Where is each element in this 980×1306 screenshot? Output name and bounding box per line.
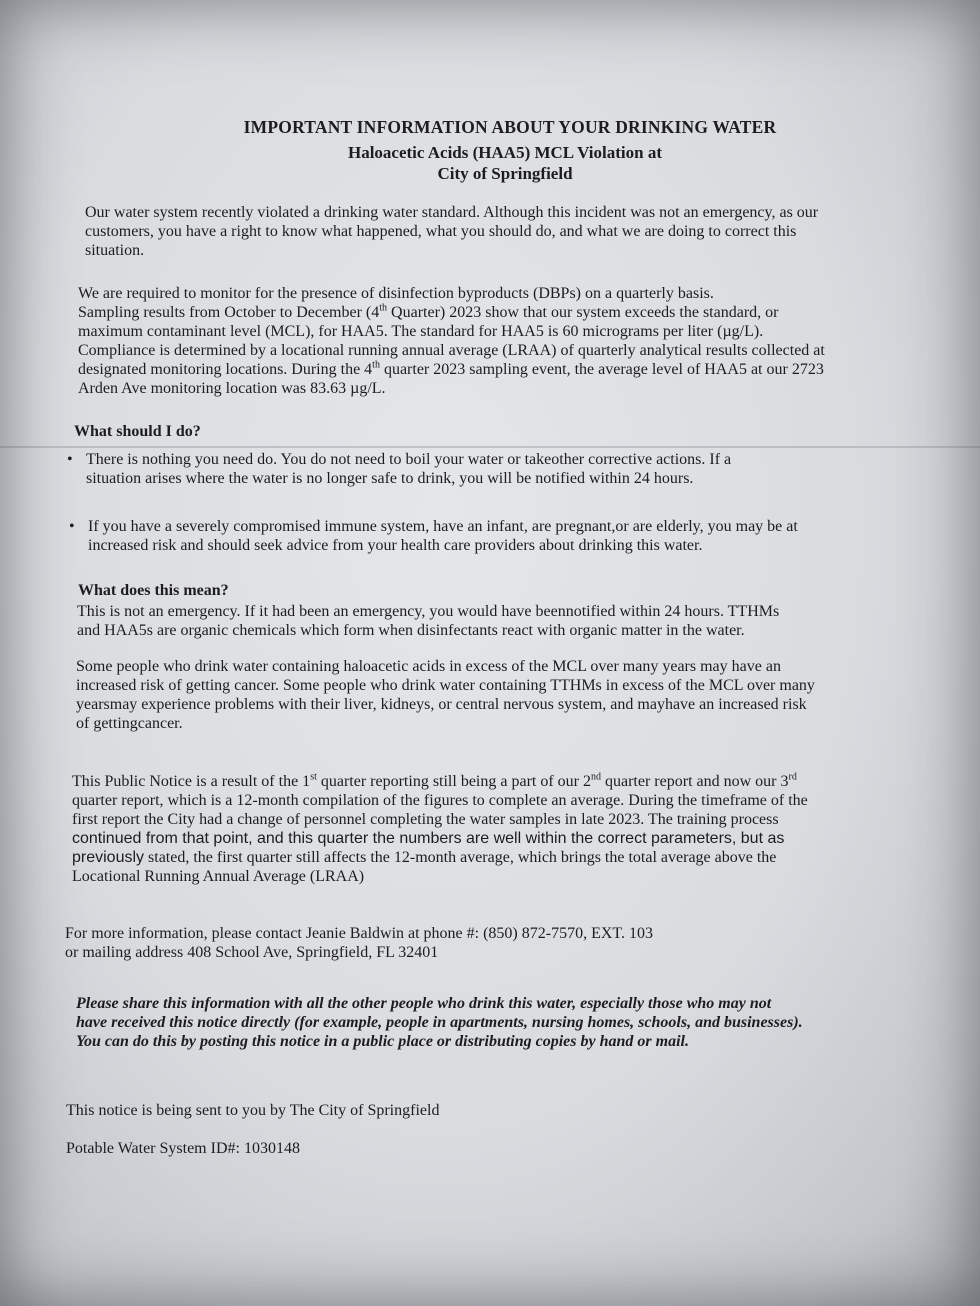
monitoring-paragraph	[78, 284, 926, 398]
bullet-icon: •	[67, 451, 73, 468]
meaning-line: and HAA5s are organic chemicals which form when disinfectants react with organic matter in the water.	[77, 622, 745, 639]
intro-paragraph	[85, 203, 915, 260]
share-line: Please share this information with all the other people who drink this water, especially those who may not	[76, 995, 772, 1012]
notice-line: previously stated, the first quarter still affects the 12-month average, which brings the total average above the	[72, 849, 777, 866]
bullet-line: situation arises where the water is no longer safe to drink, you will be notified within 24 hours.	[86, 470, 694, 487]
health-risk-paragraph	[76, 657, 918, 733]
notice-location: City of Springfield	[437, 164, 573, 183]
monitoring-line: Compliance is determined by a locational running annual average (LRAA) of quarterly analytical results collected at	[78, 342, 825, 359]
system-id: Potable Water System ID#: 1030148	[66, 1140, 300, 1157]
risk-line: increased risk of getting cancer. Some people who drink water containing TTHMs in excess of the MCL over many	[76, 677, 815, 694]
share-line: have received this notice directly (for example, people in apartments, nursing homes, schools, and businesses).	[76, 1014, 803, 1031]
bullet-line: If you have a severely compromised immune system, have an infant, are pregnant,or are elderly, you may be at	[88, 518, 798, 535]
intro-line: customers, you have a right to know what happened, what you should do, and what we are doing to correct this	[85, 223, 797, 240]
share-request	[76, 994, 936, 1051]
monitoring-line: Arden Ave monitoring location was 83.63 µg/L.	[78, 380, 386, 397]
notice-line: Locational Running Annual Average (LRAA)	[72, 868, 365, 885]
paper-fold-line	[0, 446, 980, 448]
notice-line: continued from that point, and this quarter the numbers are well within the correct parameters, but as	[72, 830, 785, 847]
risk-line: yearsmay experience problems with their liver, kidneys, or central nervous system, and mayhave an increased risk	[76, 696, 807, 713]
notice-title: IMPORTANT INFORMATION ABOUT YOUR DRINKING WATER	[243, 117, 777, 137]
bullet-line: There is nothing you need do. You do not need to boil your water or takeother corrective actions. If a	[86, 451, 732, 468]
intro-line: situation.	[85, 242, 145, 259]
bullet-line: increased risk and should seek advice from your health care providers about drinking this water.	[88, 537, 703, 554]
what-to-do-heading: What should I do?	[74, 423, 201, 440]
notice-line: first report the City had a change of personnel completing the water samples in late 2023. The training process	[72, 811, 779, 828]
share-line: You can do this by posting this notice in a public place or distributing copies by hand or mail.	[76, 1033, 689, 1050]
bullet-icon: •	[69, 518, 75, 535]
what-it-means-heading: What does this mean?	[78, 582, 229, 599]
notice-line: quarter report, which is a 12-month compilation of the figures to complete an average. During the timeframe of the	[72, 792, 808, 809]
contact-info	[65, 924, 765, 962]
monitoring-line: designated monitoring locations. During the 4th quarter 2023 sampling event, the average level of HAA5 at our 2723	[78, 359, 824, 378]
risk-line: Some people who drink water containing haloacetic acids in excess of the MCL over many years may have an	[76, 658, 781, 675]
contact-address-line: or mailing address 408 School Ave, Springfield, FL 32401	[65, 944, 439, 961]
monitoring-line: Sampling results from October to December (4th Quarter) 2023 show that our system exceeds the standard, or	[78, 302, 779, 321]
bullet-item	[69, 517, 903, 555]
bullet-item	[67, 450, 846, 488]
risk-line: of gettingcancer.	[76, 715, 183, 732]
notice-line: This Public Notice is a result of the 1st quarter reporting still being a part of our 2nd quarter report and now our 3rd	[72, 771, 797, 790]
contact-phone-line: For more information, please contact Jeanie Baldwin at phone #: (850) 872-7570, EXT. 103	[65, 925, 653, 942]
public-notice-paragraph	[72, 772, 922, 886]
sender-line: This notice is being sent to you by The City of Springfield	[66, 1102, 440, 1119]
monitoring-line: maximum contaminant level (MCL), for HAA5. The standard for HAA5 is 60 micrograms per liter (µg/L).	[78, 323, 764, 340]
meaning-line: This is not an emergency. If it had been an emergency, you would have beennotified within 24 hours. TTHMs	[77, 603, 780, 620]
meaning-paragraph	[77, 602, 887, 640]
monitoring-line: We are required to monitor for the presence of disinfection byproducts (DBPs) on a quarterly basis.	[78, 285, 714, 302]
notice-subtitle: Haloacetic Acids (HAA5) MCL Violation at	[347, 143, 662, 162]
intro-line: Our water system recently violated a drinking water standard. Although this incident was not an emergency, as our	[85, 204, 819, 221]
